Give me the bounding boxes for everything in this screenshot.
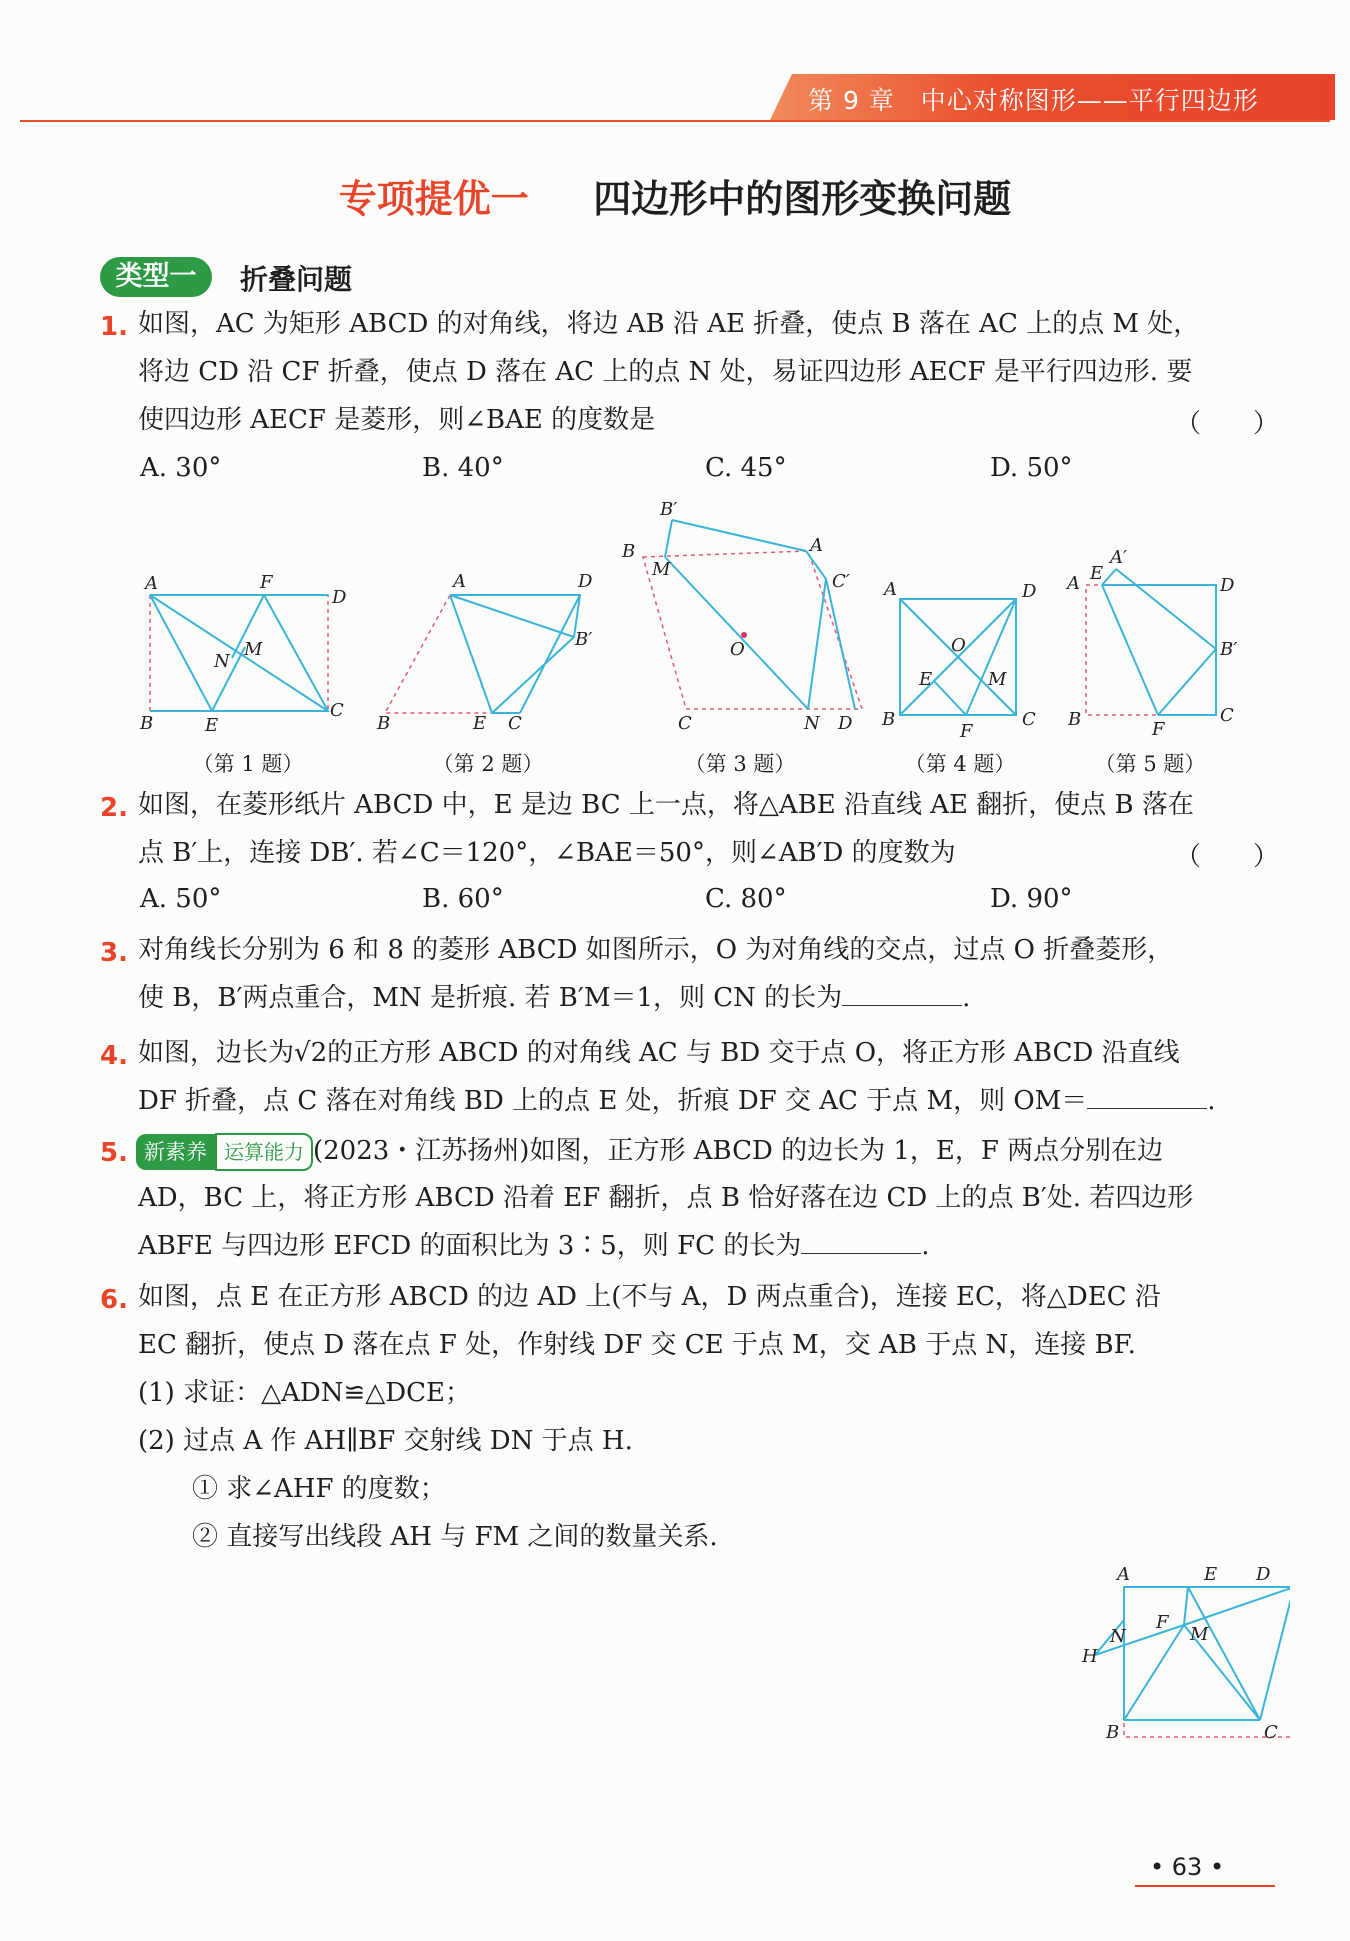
q6-number: 6. bbox=[100, 1285, 128, 1315]
q5-line3-text: ABFE 与四边形 EFCD 的面积比为 3∶5，则 FC 的长为 bbox=[138, 1231, 802, 1261]
svg-text:B: B bbox=[377, 713, 391, 734]
caption-fig2: （第 2 题） bbox=[432, 752, 544, 776]
caption-fig1: （第 1 题） bbox=[192, 752, 304, 776]
svg-text:B: B bbox=[1106, 1722, 1120, 1740]
svg-text:C: C bbox=[1264, 1722, 1278, 1740]
caption-fig4: （第 4 题） bbox=[904, 752, 1016, 776]
q3-line1: 对角线长分别为 6 和 8 的菱形 ABCD 如图所示，O 为对角线的交点，过点 O 折叠菱形， bbox=[138, 935, 1174, 965]
svg-text:M: M bbox=[652, 559, 671, 580]
q1-line3: 使四边形 AECF 是菱形，则∠BAE 的度数是 bbox=[138, 405, 656, 435]
q4-answer-blank[interactable] bbox=[1087, 1086, 1207, 1109]
q5-line2: AD，BC 上，将正方形 ABCD 沿着 EF 翻折，点 B 恰好落在边 CD 上的点 B′处. 若四边形 bbox=[138, 1183, 1194, 1213]
svg-text:D: D bbox=[578, 571, 593, 592]
q4-line2 bbox=[138, 1084, 1216, 1118]
q3-number: 3. bbox=[100, 938, 128, 968]
svg-text:C: C bbox=[678, 713, 692, 734]
q5-answer-blank[interactable] bbox=[801, 1231, 921, 1254]
figure-2 bbox=[376, 571, 593, 734]
q1-option-b: B. 40° bbox=[422, 453, 504, 483]
svg-text:E: E bbox=[1090, 563, 1104, 584]
q1-option-d: D. 50° bbox=[990, 453, 1073, 483]
q2-option-d: D. 90° bbox=[990, 884, 1073, 914]
q1-answer-paren: （ ） bbox=[1175, 409, 1280, 439]
svg-text:O: O bbox=[951, 635, 966, 656]
q3-line2 bbox=[138, 981, 970, 1015]
svg-text:B′: B′ bbox=[575, 629, 593, 650]
q2-line1: 如图，在菱形纸片 ABCD 中，E 是边 BC 上一点，将△ABE 沿直线 AE 翻折，使点 B 落在 bbox=[138, 790, 1194, 820]
section-badge: 类型一 bbox=[100, 257, 212, 297]
svg-text:M: M bbox=[244, 639, 263, 660]
svg-text:A: A bbox=[145, 573, 158, 594]
svg-text:D: D bbox=[1256, 1564, 1271, 1585]
q2-option-a: A. 50° bbox=[140, 884, 222, 914]
title-main: 四边形中的图形变换问题 bbox=[593, 176, 1012, 221]
svg-text:D: D bbox=[332, 587, 347, 608]
q6-part2: (2) 过点 A 作 AH∥BF 交射线 DN 于点 H. bbox=[138, 1426, 633, 1456]
figure-5 bbox=[1065, 547, 1237, 740]
svg-text:D: D bbox=[838, 713, 853, 734]
q4-number: 4. bbox=[100, 1041, 128, 1071]
q2-number: 2. bbox=[100, 793, 128, 823]
title-prefix: 专项提优一 bbox=[338, 176, 529, 221]
header-divider bbox=[20, 120, 1330, 122]
q5-tag-computation: 运算能力 bbox=[215, 1133, 313, 1171]
section-title: 折叠问题 bbox=[240, 263, 353, 296]
svg-text:B: B bbox=[1068, 709, 1082, 730]
svg-text:E: E bbox=[919, 669, 933, 690]
svg-text:D: D bbox=[1022, 581, 1037, 602]
svg-text:M: M bbox=[1190, 1624, 1209, 1645]
q5-line3 bbox=[138, 1229, 930, 1263]
q1-option-a: A. 30° bbox=[140, 453, 222, 483]
svg-text:B′: B′ bbox=[1220, 639, 1238, 660]
q6-part2b: ② 直接写出线段 AH 与 FM 之间的数量关系. bbox=[192, 1522, 718, 1552]
svg-text:A: A bbox=[1117, 1564, 1130, 1585]
svg-text:A: A bbox=[453, 571, 466, 592]
svg-text:E: E bbox=[473, 713, 487, 734]
q5-tag-new-literacy: 新素养 bbox=[136, 1134, 215, 1170]
q3-line2-text: 使 B，B′两点重合，MN 是折痕. 若 B′M＝1，则 CN 的长为 bbox=[138, 983, 843, 1013]
svg-text:F: F bbox=[960, 721, 973, 742]
q6-part2a: ① 求∠AHF 的度数； bbox=[192, 1474, 446, 1504]
figures-row bbox=[0, 495, 1350, 755]
svg-text:E: E bbox=[205, 715, 219, 736]
q4-line1: 如图，边长为√2的正方形 ABCD 的对角线 AC 与 BD 交于点 O，将正方形 ABCD 沿直线 bbox=[138, 1038, 1180, 1068]
page-number-underline bbox=[1135, 1885, 1275, 1887]
svg-text:B′: B′ bbox=[660, 499, 678, 520]
svg-text:A: A bbox=[1067, 573, 1080, 594]
svg-text:N: N bbox=[804, 713, 820, 734]
q6-line1: 如图，点 E 在正方形 ABCD 的边 AD 上(不与 A，D 两点重合)，连接 EC，将△DEC 沿 bbox=[138, 1282, 1161, 1312]
svg-text:N: N bbox=[1110, 1626, 1126, 1647]
q1-line1: 如图，AC 为矩形 ABCD 的对角线，将边 AB 沿 AE 折叠，使点 B 落在 AC 上的点 M 处， bbox=[138, 309, 1200, 339]
svg-text:C: C bbox=[508, 713, 522, 734]
figure-1 bbox=[139, 572, 347, 736]
q1-option-c: C. 45° bbox=[705, 453, 787, 483]
q1-number: 1. bbox=[100, 312, 128, 342]
caption-fig5: （第 5 题） bbox=[1094, 752, 1206, 776]
svg-text:E: E bbox=[1204, 1564, 1218, 1585]
q6-line2: EC 翻折，使点 D 落在点 F 处，作射线 DF 交 CE 于点 M，交 AB 于点 N，连接 BF. bbox=[138, 1330, 1136, 1360]
q2-option-b: B. 60° bbox=[422, 884, 504, 914]
q4-end: . bbox=[1207, 1086, 1216, 1116]
q5-number: 5. bbox=[100, 1138, 128, 1168]
q2-line2: 点 B′上，连接 DB′. 若∠C＝120°，∠BAE＝50°，则∠AB′D 的度数为 bbox=[138, 838, 956, 868]
svg-text:C′: C′ bbox=[832, 571, 850, 592]
svg-text:A: A bbox=[884, 579, 897, 600]
page-title bbox=[0, 168, 1350, 223]
q5-line1-text: (2023・江苏扬州)如图，正方形 ABCD 的边长为 1，E，F 两点分别在边 bbox=[313, 1136, 1164, 1166]
svg-text:F: F bbox=[1156, 1612, 1169, 1633]
svg-text:O: O bbox=[730, 639, 745, 660]
q2-answer-paren: （ ） bbox=[1175, 842, 1280, 872]
chapter-header: 第 9 章 中心对称图形——平行四边形 bbox=[808, 86, 1259, 115]
q6-part1: (1) 求证：△ADN≌△DCE； bbox=[138, 1378, 471, 1408]
svg-text:C: C bbox=[1220, 705, 1234, 726]
q5-end: . bbox=[921, 1231, 930, 1261]
q2-option-c: C. 80° bbox=[705, 884, 787, 914]
caption-fig3: （第 3 题） bbox=[684, 752, 796, 776]
svg-text:B: B bbox=[882, 709, 896, 730]
svg-text:M: M bbox=[988, 669, 1007, 690]
svg-text:A′: A′ bbox=[1110, 547, 1128, 568]
q5-line1 bbox=[136, 1133, 1163, 1171]
svg-text:C: C bbox=[1022, 709, 1036, 730]
svg-text:A: A bbox=[810, 535, 823, 556]
svg-text:F: F bbox=[260, 572, 273, 593]
q3-end: . bbox=[962, 983, 971, 1013]
svg-text:H: H bbox=[1082, 1646, 1098, 1667]
figure-4 bbox=[881, 579, 1037, 742]
svg-text:N: N bbox=[214, 651, 230, 672]
figure-3 bbox=[621, 499, 862, 734]
figure-6 bbox=[1060, 1560, 1290, 1740]
svg-text:B: B bbox=[622, 541, 636, 562]
svg-text:D: D bbox=[1220, 575, 1235, 596]
svg-text:F: F bbox=[1152, 719, 1165, 740]
q3-answer-blank[interactable] bbox=[842, 983, 962, 1006]
svg-text:B: B bbox=[140, 713, 154, 734]
q4-line2-text: DF 折叠，点 C 落在对角线 BD 上的点 E 处，折痕 DF 交 AC 于点 M，则 OM＝ bbox=[138, 1086, 1088, 1116]
page-number: • 63 • bbox=[1150, 1853, 1225, 1881]
svg-text:C: C bbox=[330, 700, 344, 721]
q1-line2: 将边 CD 沿 CF 折叠，使点 D 落在 AC 上的点 N 处，易证四边形 AECF 是平行四边形. 要 bbox=[138, 357, 1193, 387]
